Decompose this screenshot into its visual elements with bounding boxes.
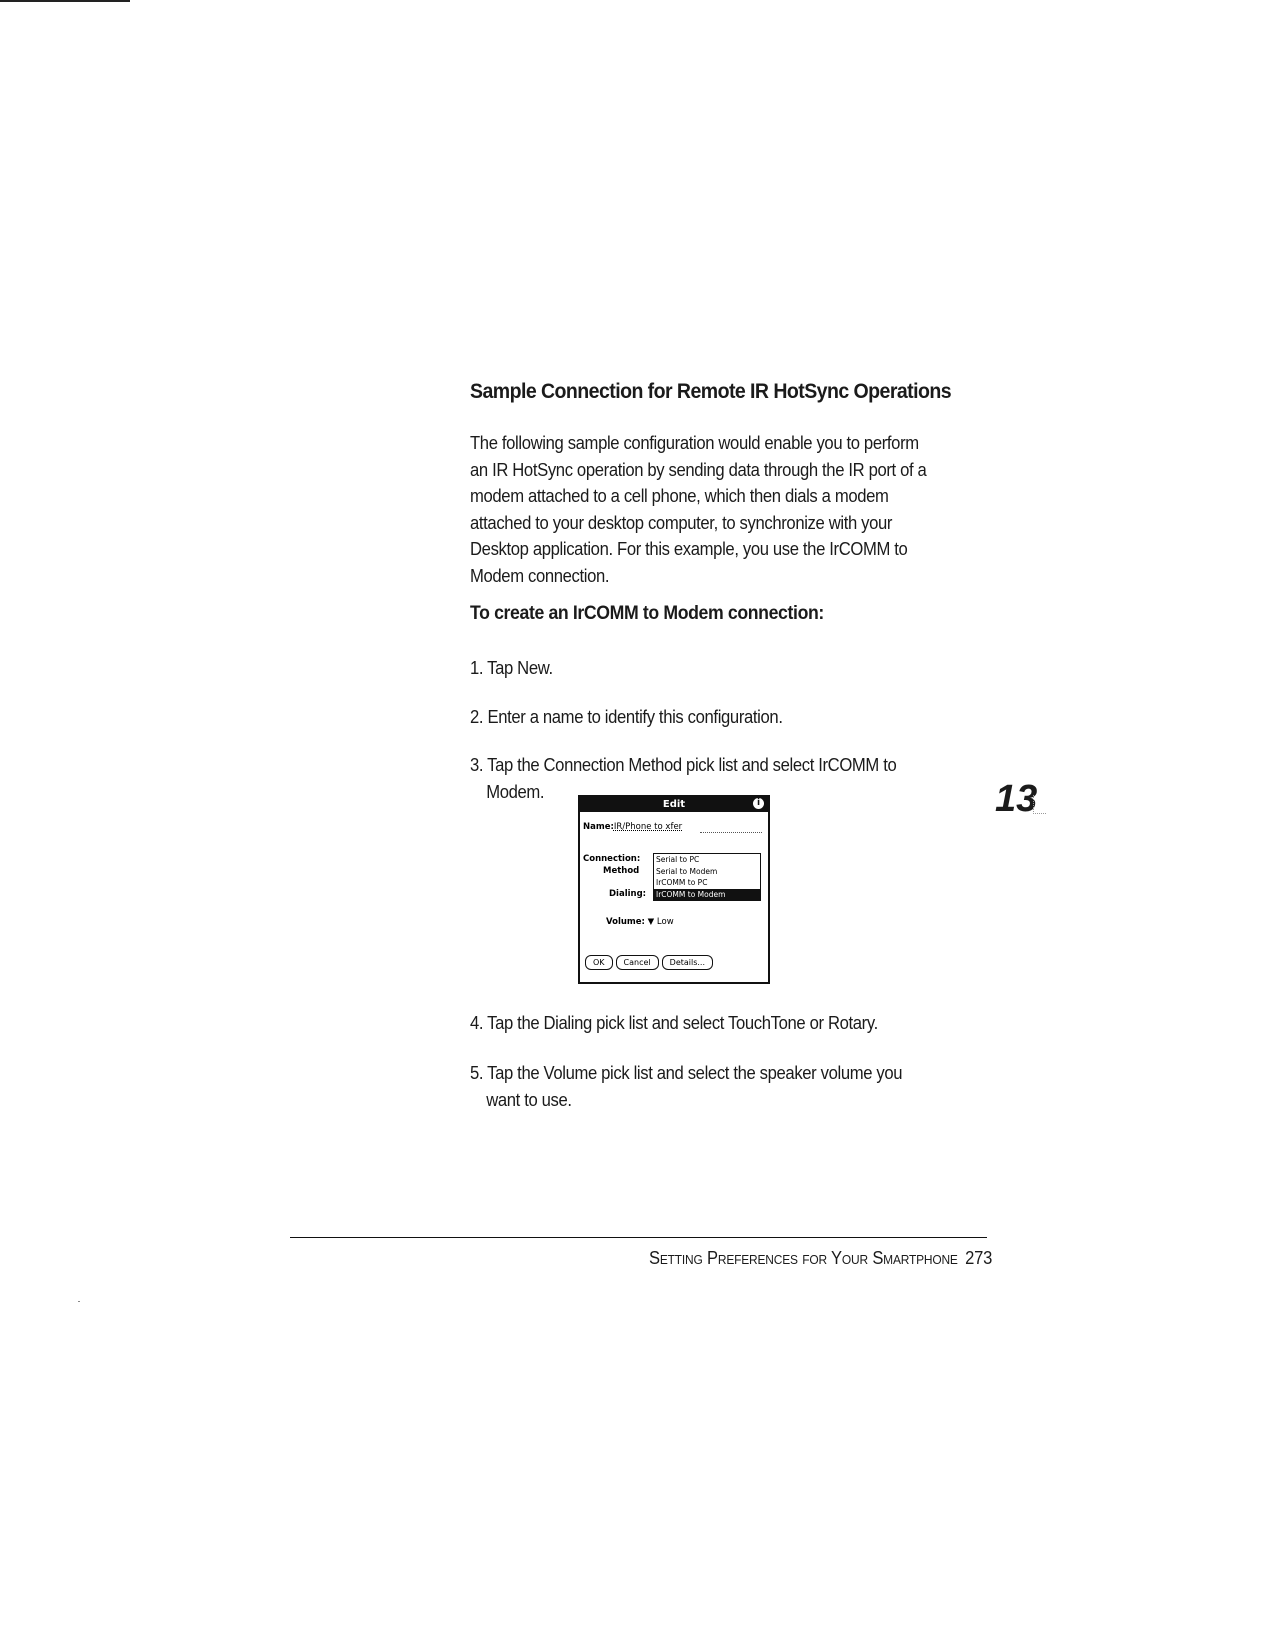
step-number: 3. [470,754,484,775]
chapter-tab-dots [1033,795,1046,814]
info-icon: i [753,798,764,809]
device-button-row [585,955,713,970]
step-text: Tap the Volume pick list and select the speaker volume you [487,1062,903,1083]
intro-line: The following sample configuration would enable you to perform [470,432,919,453]
page-number: 273 [965,1248,993,1268]
name-row [583,822,682,832]
device-title: Edit [662,799,686,810]
step-number: 2. [470,706,484,727]
picklist-item-selected: IrCOMM to Modem [654,889,760,901]
name-value: IR/Phone to xfer [613,822,683,832]
step-text-continued: Modem. [486,780,545,802]
running-title: Setting Preferences for Your Smartphone [649,1248,958,1268]
intro-paragraph [470,430,938,589]
picklist-item: IrCOMM to PC [656,878,708,887]
step-5 [470,1060,902,1113]
intro-line: attached to your desktop computer, to synchronize with your [470,511,893,533]
picklist-item: Serial to PC [656,855,700,864]
step-number: 4. [470,1012,484,1033]
volume-value: Low [656,917,674,927]
step-2 [470,704,783,731]
step-number: 1. [470,657,484,678]
step-4 [470,1010,878,1037]
details-button: Details... [662,955,713,970]
intro-line: Modem connection. [470,564,610,586]
intro-line: modem attached to a cell phone, which then dials a modem [470,485,889,506]
step-text: Tap New. [487,657,553,678]
scan-edge-mark [0,0,130,2]
scan-speck [78,1301,80,1302]
name-label: Name: [583,822,614,832]
step-1 [470,655,553,682]
page-footer [649,1248,992,1269]
step-text: Tap the Dialing pick list and select TouchTone or Rotary. [487,1012,878,1033]
section-heading: Sample Connection for Remote IR HotSync Operations [470,380,952,403]
step-text: Enter a name to identify this configuration. [487,706,783,727]
device-title-bar [580,797,768,812]
intro-line: Desktop application. For this example, you use the IrCOMM to [470,538,908,559]
step-text-continued: want to use. [486,1088,572,1110]
footer-rule [290,1237,987,1238]
volume-label: Volume: [606,917,645,927]
intro-line: an IR HotSync operation by sending data through the IR port of a [470,458,927,480]
device-screenshot [578,795,770,984]
step-text: Tap the Connection Method pick list and select IrCOMM to [487,754,897,775]
method-label: Method [603,866,640,876]
connection-label: Connection: [583,854,641,864]
name-field-underline [700,832,762,833]
connection-method-picklist [653,853,761,901]
dropdown-arrow-icon: ▼ [647,917,655,927]
volume-row [606,917,674,927]
procedure-heading: To create an IrCOMM to Modem connection: [470,603,824,624]
cancel-button: Cancel [616,955,659,970]
ok-button: OK [585,955,613,970]
picklist-item: Serial to Modem [656,866,718,876]
dialing-label: Dialing: [609,889,647,899]
step-number: 5. [470,1062,484,1083]
chapter-number: 13 [995,778,1038,820]
